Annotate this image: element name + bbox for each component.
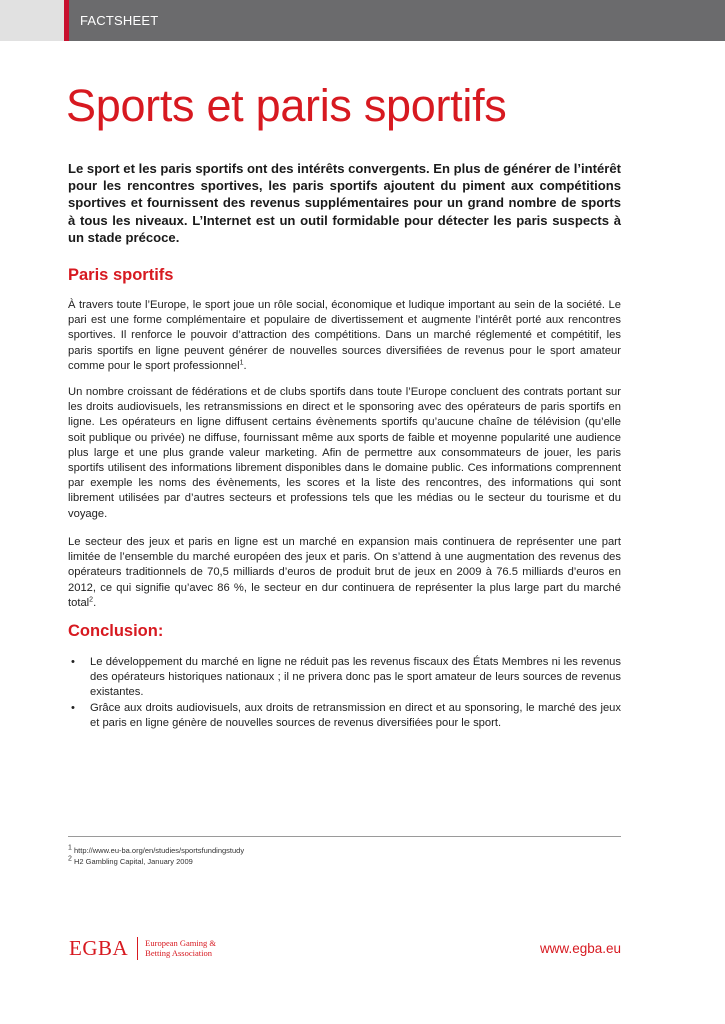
logo-wordmark: EGBA: [69, 935, 129, 960]
list-item: [68, 655, 621, 701]
paragraph-3-text: Le secteur des jeux et paris en ligne est un marché en expansion mais continuera de représenter une part limitée de l’ensemble du marché européen des jeux et paris. On s’attend à une augmentation des revenus des opérateurs traditionnels de 70,5 milliards d’euros de produit brut de jeux en 2009 à 76.5 milliards d’euros en 2012, ce qui signifie qu’avec 86 %, le secteur en dur continuera de représenter la plus large part du marché total: [68, 536, 621, 609]
header-bar: [0, 0, 725, 41]
footnote-divider: [68, 836, 621, 837]
paragraph-1: [68, 298, 621, 374]
footnote-text: H2 Gambling Capital, January 2009: [71, 857, 193, 866]
footnote-number: 2: [68, 855, 72, 863]
page-title: Sports et paris sportifs: [66, 80, 507, 131]
section-heading-paris-sportifs: Paris sportifs: [68, 266, 174, 284]
list-item-text: Grâce aux droits audiovisuels, aux droits de retransmission en direct et au sponsoring, le marché des jeux et paris en ligne génère de nouvelles sources de revenus diversifiées pour le sport.: [90, 701, 621, 729]
website-link[interactable]: www.egba.eu: [539, 941, 621, 956]
header-label: FACTSHEET: [80, 13, 159, 28]
header-accent-stripe: [64, 0, 69, 41]
paragraph-2: Un nombre croissant de fédérations et de clubs sportifs dans toute l’Europe concluent des contrats portant sur les droits audiovisuels, les retransmissions en direct et le sponsoring avec des opérateurs de paris sportifs en ligne. Les opérateurs en ligne diffusent certains évènements sportifs qu’aucune chaîne de télévision (qu’elle soit publique ou privée) ne diffuse, fournissant même aux sports de faible et moyenne popularité une audience plus large et une plus grande valeur marketing. Afin de permettre aux consommateurs de jouer, les paris sportifs utilisent des informations librement disponibles dans le domaine public. Ces informations comprennent par exemple les noms des évènements, les scores et la liste des rencontres, des informations qui sont librement utilisées par d’autres secteurs et professions tels que les médias ou le secteur du tourisme et du voyage.: [68, 386, 621, 520]
section-heading-conclusion: Conclusion:: [68, 622, 164, 640]
footnote-number: 1: [68, 844, 72, 852]
egba-logo: [69, 935, 216, 961]
bullet-icon: •: [71, 656, 75, 668]
footnote-text: http://www.eu-ba.org/en/studies/sportsfundingstudy: [71, 846, 245, 855]
header-light-block: [0, 0, 64, 41]
logo-subtitle-line-2: Betting Association: [145, 948, 212, 958]
bullet-icon: •: [71, 701, 75, 714]
logo-subtitle-line-1: European Gaming &: [145, 938, 216, 948]
footnote-ref-2: 2: [89, 596, 94, 604]
paragraph-3-end: .: [93, 596, 97, 609]
conclusion-list: [68, 655, 621, 731]
lead-paragraph: Le sport et les paris sportifs ont des intérêts convergents. En plus de générer de l’intérêt pour les rencontres sportives, les paris sportifs ajoutent du piment aux compétitions sportives et fournissent des revenus supplémentaires pour un grand nombre de sports à tous les niveaux. L’Internet est un outil formidable pour détecter les paris suspects à un stade précoce.: [68, 161, 621, 245]
logo-subtitle: [145, 938, 216, 958]
list-item-text: Le développement du marché en ligne ne réduit pas les revenus fiscaux des États Membres ni les revenus des opérateurs historiques nationaux ; il ne privera donc pas le sport amateur de leurs sources de revenus existantes.: [90, 656, 621, 699]
logo-divider: [137, 937, 138, 960]
paragraph-3: [68, 535, 621, 611]
footnote-ref-1: 1: [239, 359, 244, 367]
footnote-1: [68, 846, 244, 856]
list-item: [68, 701, 621, 731]
paragraph-1-text: À travers toute l’Europe, le sport joue un rôle social, économique et ludique important au sein de la société. Le pari est une forme complémentaire et populaire de divertissement et augmente l’intérêt porté aux rencontres sportives. Il renforce le pouvoir d’attraction des compétitions. Dans un marché réglementé et compétitif, les paris sportifs en ligne peuvent générer de nouvelles sources diversifiées de revenus pour le sport amateur comme pour le sport professionnel: [68, 299, 621, 372]
footnote-2: [68, 857, 193, 867]
paragraph-1-end: .: [243, 359, 247, 372]
